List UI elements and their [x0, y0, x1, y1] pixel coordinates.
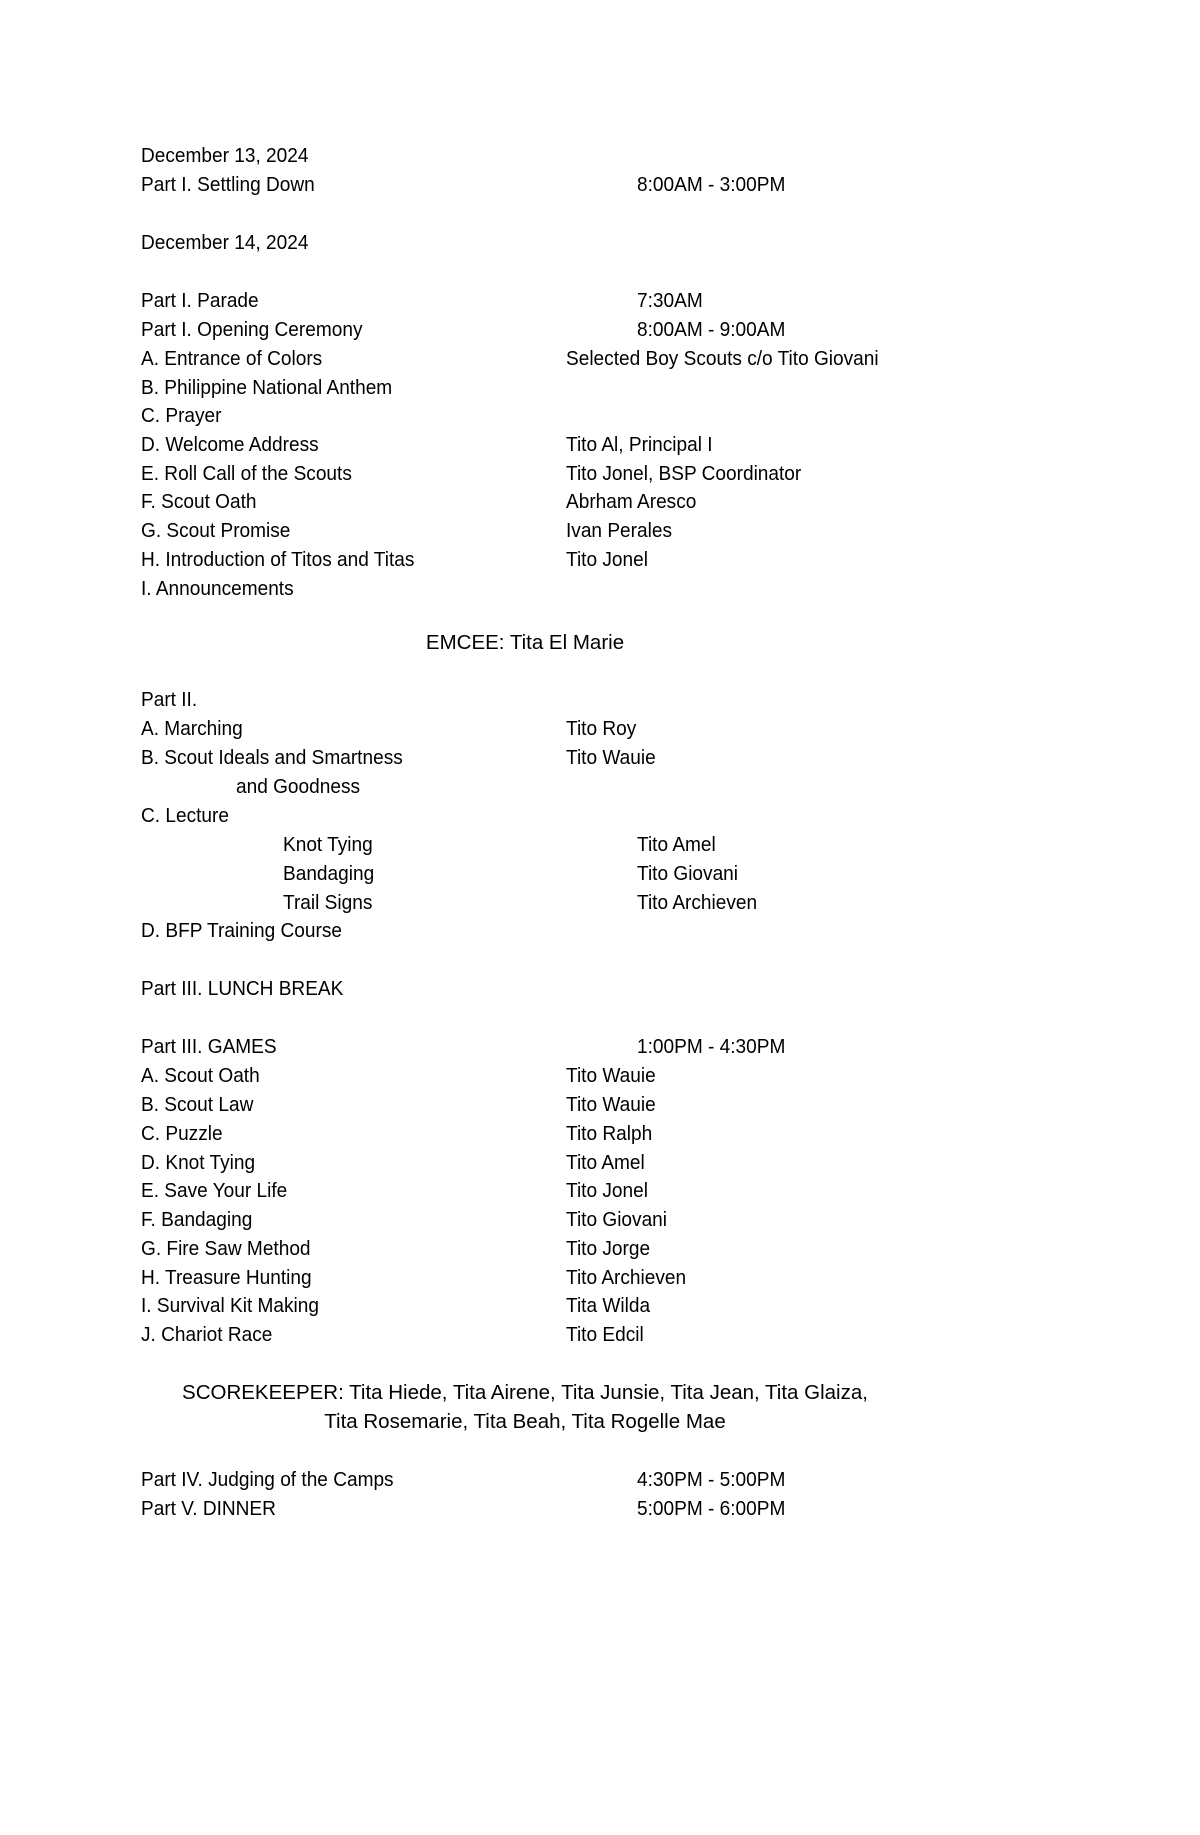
games-time: 1:00PM - 4:30PM — [637, 1035, 786, 1058]
lecture-topic-person: Tito Archieven — [637, 891, 758, 914]
game-label: D. Knot Tying — [141, 1151, 256, 1174]
dinner-time: 5:00PM - 6:00PM — [637, 1497, 786, 1520]
game-person: Tito Ralph — [566, 1122, 653, 1145]
opening-item-person: Selected Boy Scouts c/o Tito Giovani — [566, 347, 879, 370]
opening-item-person: Ivan Perales — [566, 519, 672, 542]
ideals-label: B. Scout Ideals and Smartness — [141, 746, 403, 769]
lecture-topic-person: Tito Amel — [637, 833, 716, 856]
game-label: B. Scout Law — [141, 1093, 254, 1116]
opening-item-label: G. Scout Promise — [141, 519, 291, 542]
ideals-label-continued: and Goodness — [236, 775, 361, 798]
bfp-label: D. BFP Training Course — [141, 919, 342, 942]
lecture-topic: Trail Signs — [283, 891, 373, 914]
game-person: Tito Amel — [566, 1151, 645, 1174]
game-person: Tito Jorge — [566, 1237, 651, 1260]
lecture-topic: Bandaging — [283, 862, 375, 885]
game-person: Tito Giovani — [566, 1208, 668, 1231]
game-person: Tita Wilda — [566, 1294, 651, 1317]
game-label: G. Fire Saw Method — [141, 1237, 311, 1260]
dinner-label: Part V. DINNER — [141, 1497, 276, 1520]
parade-label: Part I. Parade — [141, 289, 259, 312]
games-label: Part III. GAMES — [141, 1035, 277, 1058]
opening-item-label: F. Scout Oath — [141, 490, 257, 513]
game-person: Tito Jonel — [566, 1179, 648, 1202]
opening-item-label: A. Entrance of Colors — [141, 347, 323, 370]
day2-date: December 14, 2024 — [141, 231, 309, 254]
lecture-topic-person: Tito Giovani — [637, 862, 739, 885]
opening-label: Part I. Opening Ceremony — [141, 318, 363, 341]
opening-item-person: Tito Al, Principal I — [566, 433, 713, 456]
ideals-person: Tito Wauie — [566, 746, 656, 769]
game-label: J. Chariot Race — [141, 1323, 273, 1346]
opening-item-person: Tito Jonel — [566, 548, 648, 571]
game-label: I. Survival Kit Making — [141, 1294, 320, 1317]
day1-date: December 13, 2024 — [141, 144, 309, 167]
opening-item-person: Abrham Aresco — [566, 490, 697, 513]
opening-time: 8:00AM - 9:00AM — [637, 318, 786, 341]
day1-part-label: Part I. Settling Down — [141, 173, 315, 196]
opening-item-person: Tito Jonel, BSP Coordinator — [566, 462, 802, 485]
lecture-label: C. Lecture — [141, 804, 229, 827]
game-label: H. Treasure Hunting — [141, 1266, 312, 1289]
game-person: Tito Edcil — [566, 1323, 644, 1346]
opening-item-label: E. Roll Call of the Scouts — [141, 462, 352, 485]
marching-label: A. Marching — [141, 717, 243, 740]
judging-label: Part IV. Judging of the Camps — [141, 1468, 394, 1491]
opening-item-label: C. Prayer — [141, 404, 222, 427]
game-label: C. Puzzle — [141, 1122, 223, 1145]
marching-person: Tito Roy — [566, 717, 637, 740]
lecture-topic: Knot Tying — [283, 833, 373, 856]
parade-time: 7:30AM — [637, 289, 703, 312]
part2-label: Part II. — [141, 688, 198, 711]
scorekeeper-line-2: Tita Rosemarie, Tita Beah, Tita Rogelle Mae — [324, 1410, 726, 1433]
day1-part-time: 8:00AM - 3:00PM — [637, 173, 786, 196]
opening-item-label: H. Introduction of Titos and Titas — [141, 548, 415, 571]
opening-item-label: I. Announcements — [141, 577, 294, 600]
game-label: A. Scout Oath — [141, 1064, 260, 1087]
game-label: F. Bandaging — [141, 1208, 253, 1231]
game-label: E. Save Your Life — [141, 1179, 288, 1202]
judging-time: 4:30PM - 5:00PM — [637, 1468, 786, 1491]
opening-item-label: B. Philippine National Anthem — [141, 376, 393, 399]
opening-item-label: D. Welcome Address — [141, 433, 319, 456]
emcee-line: EMCEE: Tita El Marie — [425, 631, 625, 654]
game-person: Tito Archieven — [566, 1266, 687, 1289]
game-person: Tito Wauie — [566, 1064, 656, 1087]
scorekeeper-line-1: SCOREKEEPER: Tita Hiede, Tita Airene, Tita Junsie, Tita Jean, Tita Glaiza, — [182, 1381, 868, 1404]
lunch-label: Part III. LUNCH BREAK — [141, 977, 344, 1000]
game-person: Tito Wauie — [566, 1093, 656, 1116]
